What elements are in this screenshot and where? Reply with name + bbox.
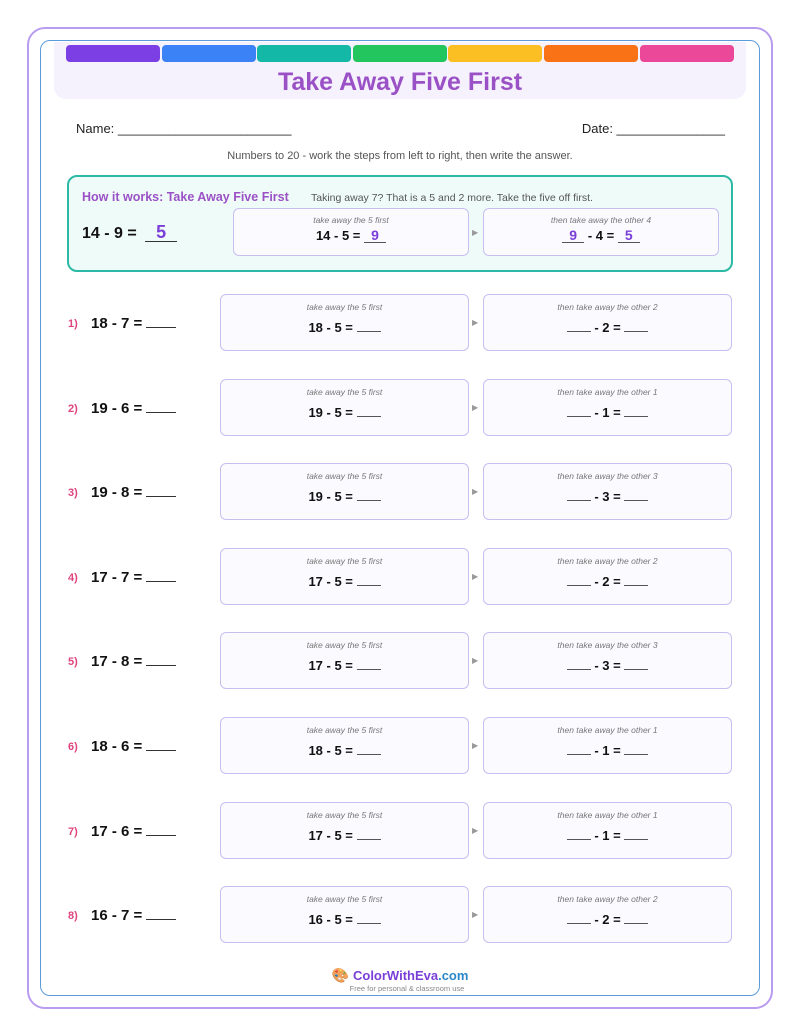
step-caption: then take away the other 1 [557,809,658,820]
problem-number: 7) [68,825,78,838]
step-equation [221,912,468,927]
step1-box [220,463,469,520]
problem-text: 16 - 7 = [91,907,143,925]
step-first-blank[interactable] [567,744,591,755]
step2-box [483,886,732,943]
step-answer-blank[interactable] [624,829,648,840]
step-caption: then take away the other 3 [557,640,658,651]
step-equation-text: 17 - 5 = [308,573,353,589]
answer-blank[interactable] [146,654,176,666]
step-equation [484,912,731,927]
color-bar-segment [162,45,256,62]
step-caption: then take away the other 1 [557,386,658,397]
step-caption: take away the 5 first [306,302,383,312]
step-caption: then take away the other 2 [557,894,658,905]
step-answer-blank[interactable] [624,913,648,924]
color-bar-segment [257,45,351,62]
step-equation-text: - 1 = [594,404,621,420]
step-equation [221,658,468,673]
arrow-right-icon: ▶ [472,741,479,750]
step-equation [484,405,731,420]
step-caption: take away the 5 first [313,215,389,225]
step2-box [483,294,732,351]
problem-number: 3) [68,487,78,500]
problem-equation [91,823,176,840]
step-answer-blank[interactable] [357,659,381,670]
arrow-right-icon: ▶ [472,318,479,327]
step-equation-text: 19 - 5 = [308,404,353,420]
step-caption: take away the 5 first [306,555,383,566]
problem-text: 18 - 7 = [91,315,143,332]
step-caption: then take away the other 1 [557,725,658,735]
color-bar-segment [353,45,447,62]
problem-number: 2) [68,402,78,415]
problem-equation [91,400,176,417]
step-answer-blank[interactable] [624,321,648,332]
example-problem [82,224,177,243]
arrow-right-icon: ▶ [472,910,479,920]
step-answer-blank[interactable] [357,406,381,417]
color-bar-segment [66,45,160,62]
step-equation [484,574,731,589]
step-caption: take away the 5 first [306,471,383,482]
problem-equation [91,484,176,501]
example-step1-box [233,208,469,256]
step-answer-blank[interactable] [624,744,648,755]
step-first-blank[interactable] [567,406,591,417]
step-equation-text: - 2 = [594,320,621,335]
step2-box [483,548,732,605]
step-answer-blank[interactable] [357,321,381,332]
footer-tagline: Free for personal & classroom use [349,984,465,993]
step2-box [483,379,732,436]
problem-equation [91,569,176,586]
step-caption: then take away the other 2 [557,302,658,312]
example-hint: Taking away 7? That is a 5 and 2 more. Take the five off first. [311,192,593,204]
step1-box [220,802,469,859]
instructions: Numbers to 20 - work the steps from left to right, then write the answer. [227,150,573,162]
problem-equation [91,653,176,670]
step2-box [483,463,732,520]
step-equation [484,828,731,843]
step-equation [234,228,468,243]
step-result: 5 [618,229,640,243]
step2-box [483,802,732,859]
step-equation [484,743,731,758]
step-equation-text: - 3 = [594,489,621,505]
arrow-right-icon: ▶ [472,656,479,666]
step-caption: take away the 5 first [306,894,383,905]
step1-box [220,294,469,351]
problem-text: 18 - 6 = [91,738,143,755]
example-equation: 14 - 9 = [82,225,137,242]
problem-text: 19 - 8 = [91,484,143,502]
step-equation [221,743,468,758]
answer-blank[interactable] [146,570,176,582]
step-equation-text: - 3 = [594,658,621,674]
problem-text: 19 - 6 = [91,399,143,417]
answer-blank[interactable] [146,485,176,497]
step-equation-text: 17 - 5 = [308,827,353,843]
step-equation [484,228,718,243]
worksheet-title: Take Away Five First [277,68,523,96]
arrow-right-icon: ▶ [472,228,479,237]
step-answer-blank[interactable] [624,490,648,501]
example-step2-box [483,208,719,256]
step-result: 9 [364,229,386,243]
problem-number: 8) [68,910,78,923]
problem-number: 1) [68,318,78,330]
step-equation-text: 16 - 5 = [308,912,353,928]
step-caption: take away the 5 first [306,640,383,651]
problem-number: 5) [68,656,78,669]
date-field[interactable]: Date: _______________ [581,121,725,136]
problem-number: 4) [68,571,78,584]
answer-blank[interactable] [146,316,176,328]
step1-box [220,717,469,774]
step-equation-text: - 1 = [594,827,621,843]
brand-name: ColorWithEva [352,968,439,983]
step-first-blank[interactable] [567,575,591,586]
step-equation [221,405,468,420]
arrow-right-icon: ▶ [472,402,479,412]
step-caption: take away the 5 first [306,809,383,820]
step-equation [221,489,468,504]
step-first-value: 9 [562,229,584,243]
step-caption: then take away the other 4 [550,215,652,225]
step-equation [484,489,731,504]
step-answer-blank[interactable] [357,829,381,840]
color-bar-segment [640,45,734,62]
step-answer-blank[interactable] [624,575,648,586]
step-equation-text: 17 - 5 = [308,658,353,674]
color-bar-segment [544,45,638,62]
problem-text: 17 - 7 = [91,568,143,586]
step-answer-blank[interactable] [357,913,381,924]
answer-blank[interactable] [146,401,176,413]
step-first-blank[interactable] [567,913,591,924]
answer-blank[interactable] [146,824,176,836]
step-equation-text: - 4 = [587,228,615,243]
example-heading: How it works: Take Away Five First [82,190,289,204]
problem-equation [91,315,176,332]
step-equation-text: 19 - 5 = [308,489,353,505]
problem-number: 6) [68,741,78,753]
step1-box [220,548,469,605]
step-equation-text: - 1 = [594,743,621,758]
step-caption: take away the 5 first [306,386,383,397]
step-answer-blank[interactable] [624,659,648,670]
footer [0,967,800,993]
step-answer-blank[interactable] [357,744,381,755]
step-equation-text: - 2 = [594,912,621,928]
answer-blank[interactable] [146,739,176,751]
color-bar-segment [448,45,542,62]
step-equation-text: 14 - 5 = [315,228,361,243]
step-first-blank[interactable] [567,321,591,332]
step-equation [221,574,468,589]
name-field[interactable]: Name: ________________________ [76,121,292,136]
brand-domain: .com [438,968,469,983]
step-equation [484,658,731,673]
step-equation [221,320,468,335]
step-answer-blank[interactable] [357,575,381,586]
step2-box [483,632,732,689]
step1-box [220,632,469,689]
arrow-right-icon: ▶ [472,571,479,581]
step-first-blank[interactable] [567,829,591,840]
step-equation [221,828,468,843]
problem-equation [91,907,176,924]
footer-logo [0,967,800,984]
step-first-blank[interactable] [567,490,591,501]
problem-text: 17 - 8 = [91,653,143,671]
step-caption: then take away the other 2 [557,555,658,566]
problem-equation [91,738,176,755]
arrow-right-icon: ▶ [472,487,479,497]
step-equation-text: 18 - 5 = [308,320,353,335]
step-equation-text: 18 - 5 = [308,743,353,758]
step1-box [220,886,469,943]
step-equation-text: - 2 = [594,573,621,589]
answer-blank[interactable] [146,908,176,920]
step-first-blank[interactable] [567,659,591,670]
step-equation [484,320,731,335]
palette-icon: 🎨 [331,967,349,983]
problem-text: 17 - 6 = [91,822,143,840]
step-caption: take away the 5 first [306,725,383,735]
arrow-right-icon: ▶ [472,825,479,835]
step-answer-blank[interactable] [357,490,381,501]
step-answer-blank[interactable] [624,406,648,417]
example-answer: 5 [145,224,177,242]
step2-box [483,717,732,774]
step-caption: then take away the other 3 [557,471,658,482]
step1-box [220,379,469,436]
